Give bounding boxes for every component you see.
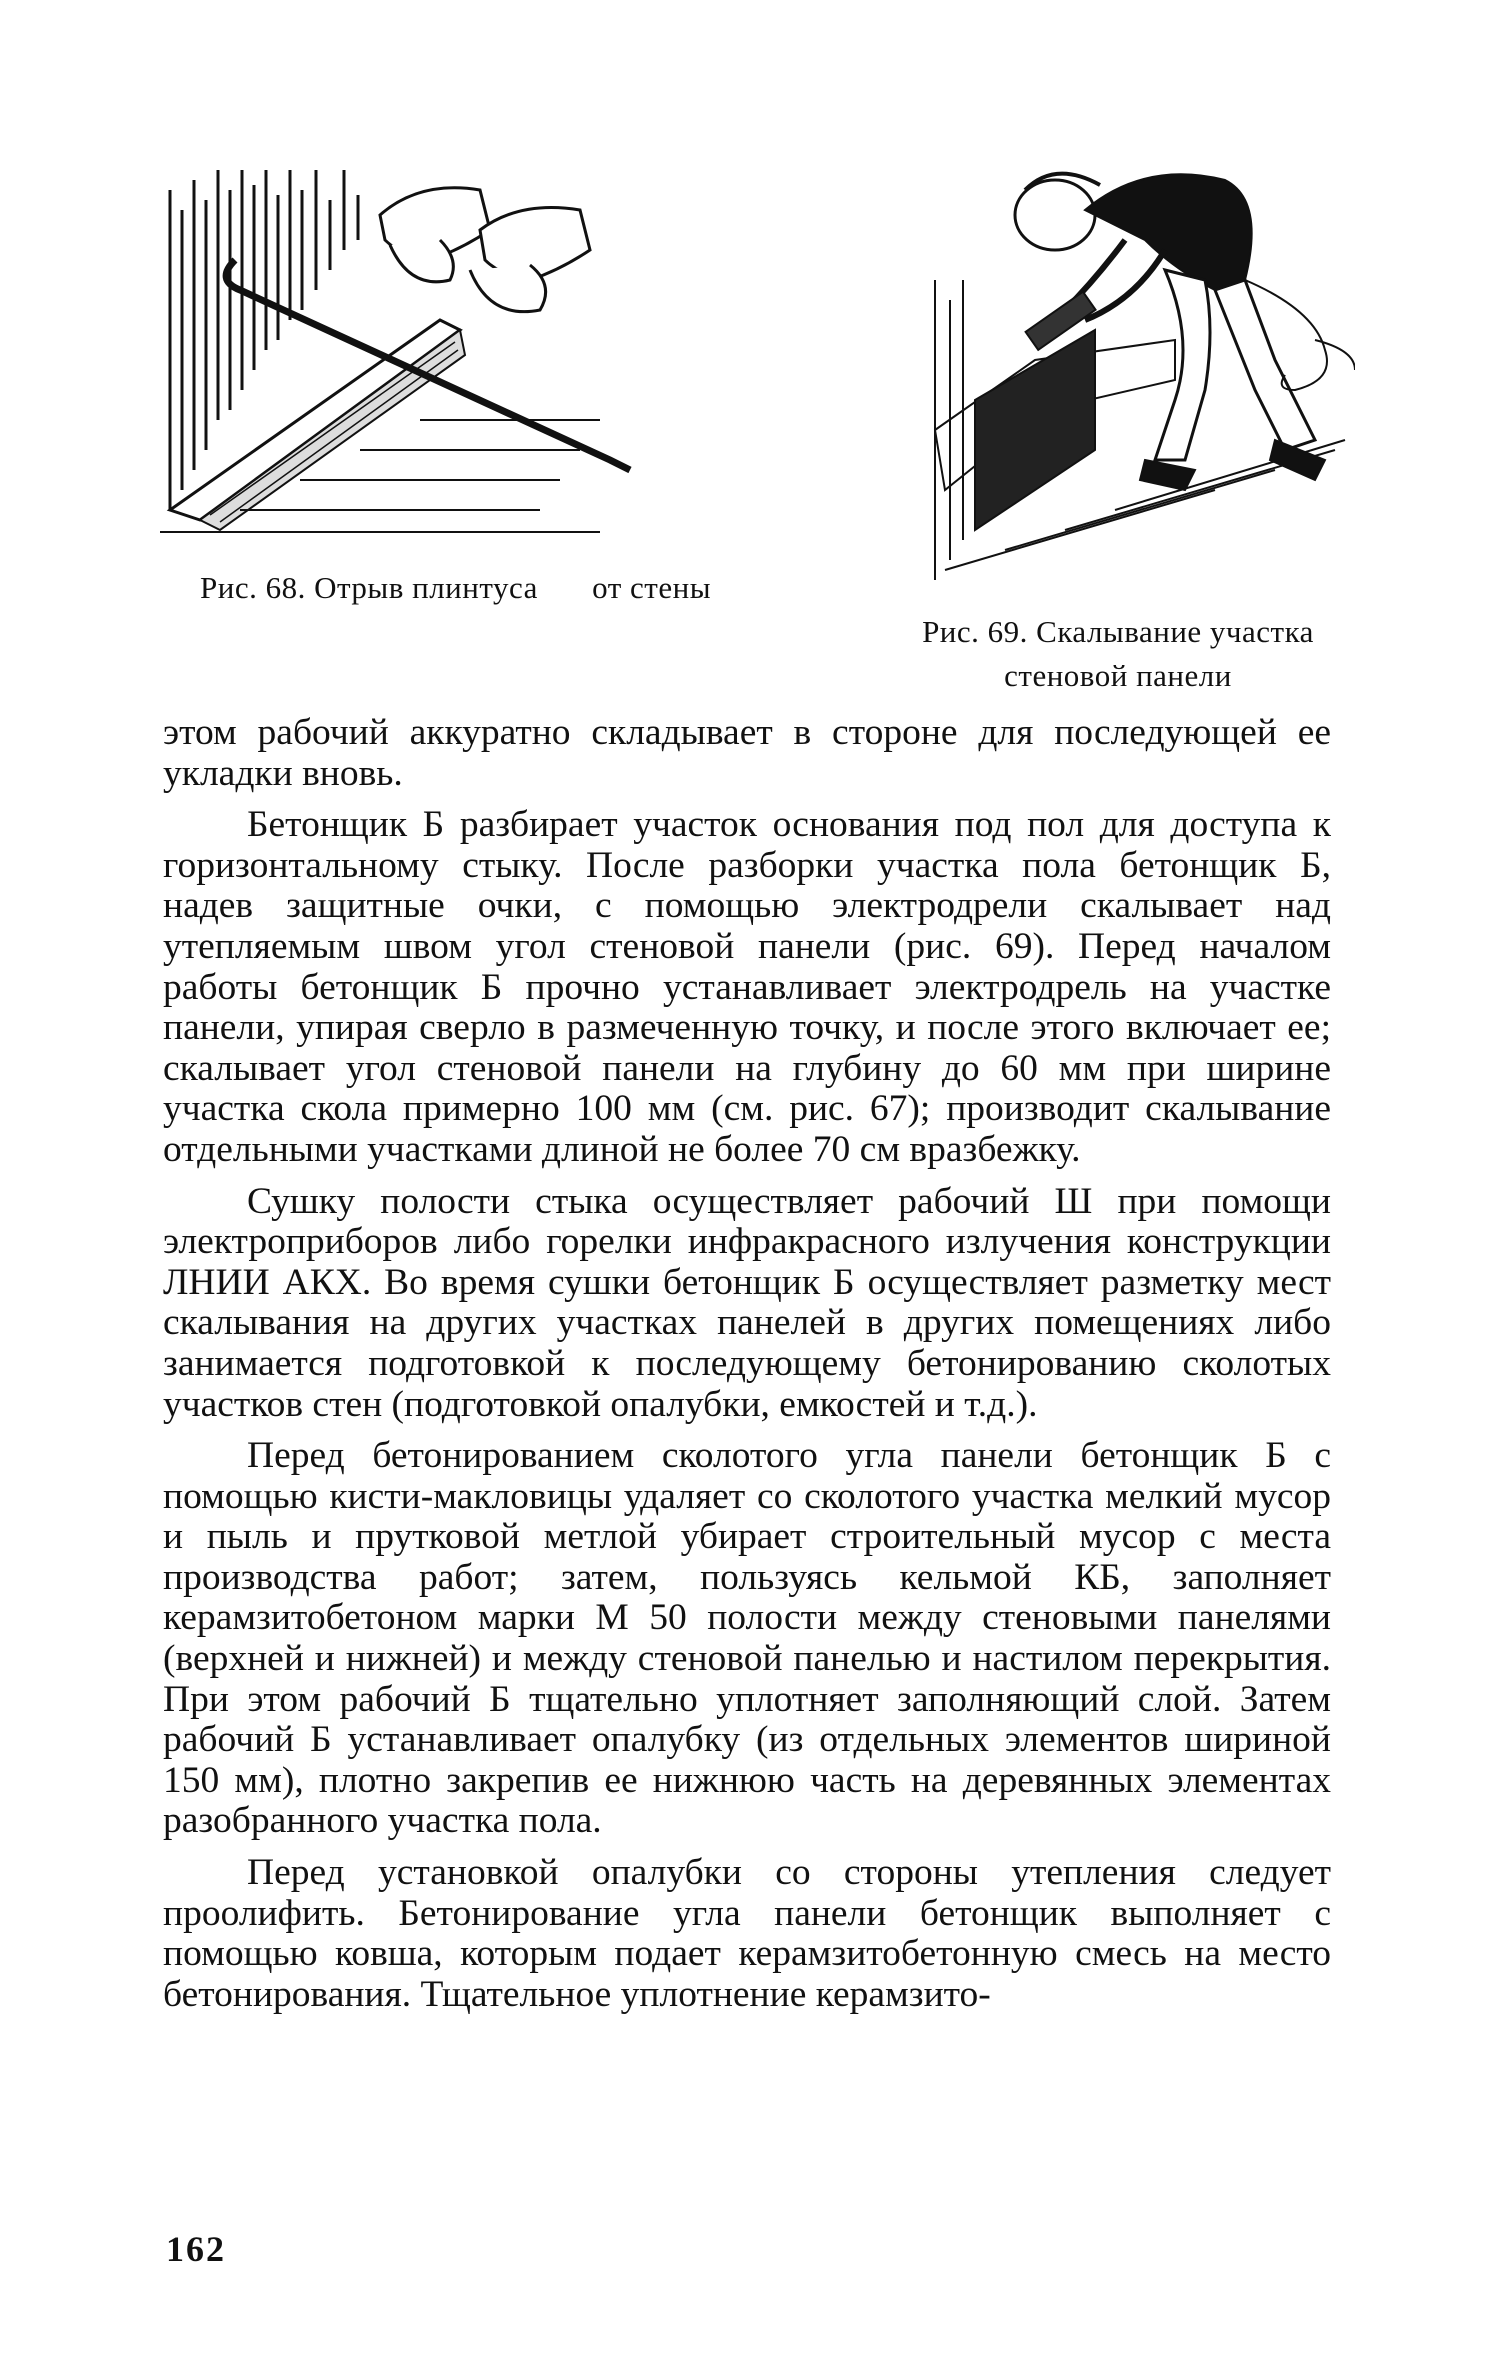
paragraph-2: Бетонщик Б разбирает участок основания под пол для доступа к горизонтальному стыку. После разборки участка пола бетонщик Б, надев защитные очки, с помощью электродрели скалывает над утепляемым швом угол стеновой панели (рис. 69). Перед началом работы бетонщик Б прочно устанавливает электродрель на участке панели, упирая сверло в размеченную точку, и после этого включает ее; скалывает угол стеновой панели на глубину до 60 мм при ширине участка скола примерно 100 мм (см. рис. 67); производит скалывание отдельными участками длиной не более 70 см вразбежку.: [163, 804, 1331, 1170]
figure-69-illustration: [915, 160, 1355, 600]
paragraph-3: Сушку полости стыка осуществляет рабочий Ш при помощи электроприборов либо горелки инфракрасного излучения конструкции ЛНИИ АКХ. Во время сушки бетонщик Б осуществляет разметку мест скалывания на других участках панелей в других помещениях либо занимается подготовкой к последующему бетонированию сколотых участков стен (подготовкой опалубки, емкостей и т.д.).: [163, 1180, 1331, 1425]
figure-69-caption-line2: стеновой панели: [1004, 658, 1232, 693]
paragraph-1: этом рабочий аккуратно складывает в стороне для последующей ее укладки вновь.: [163, 712, 1331, 794]
figure-68-caption: [200, 568, 711, 608]
figure-69: [915, 160, 1355, 600]
figure-69-caption-line1: Рис. 69. Скалывание участка: [922, 614, 1314, 649]
figure-68: [160, 170, 660, 550]
body-text: [163, 713, 1331, 2015]
figure-68-caption-main: Рис. 68. Отрыв плинтуса: [200, 570, 538, 605]
figure-68-illustration: [160, 170, 660, 550]
paragraph-5: Перед установкой опалубки со стороны утепления следует проолифить. Бетонирование угла панели бетонщик выполняет с помощью ковша, которым подает керамзитобетонную смесь на место бетонирования. Тщательное уплотнение керамзито-: [163, 1852, 1331, 2015]
paragraph-4: Перед бетонированием сколотого угла панели бетонщик Б с помощью кисти-макловицы удаляет со сколотого участка мелкий мусор и пыль и прутковой метлой убирает строительный мусор с места производства работ; затем, пользуясь кельмой КБ, заполняет керамзитобетоном марки М 50 полости между стеновыми панелями (верхней и нижней) и между стеновой панелью и настилом перекрытия. При этом рабочий Б тщательно уплотняет заполняющий слой. Затем рабочий Б устанавливает опалубку (из отдельных элементов шириной 150 мм), плотно закрепив ее нижнюю часть на деревянных элементах разобранного участка пола.: [163, 1435, 1331, 1842]
figure-68-caption-tail: от стены: [592, 570, 712, 605]
page-number: 162: [166, 2229, 226, 2269]
figure-69-caption: [878, 610, 1358, 698]
